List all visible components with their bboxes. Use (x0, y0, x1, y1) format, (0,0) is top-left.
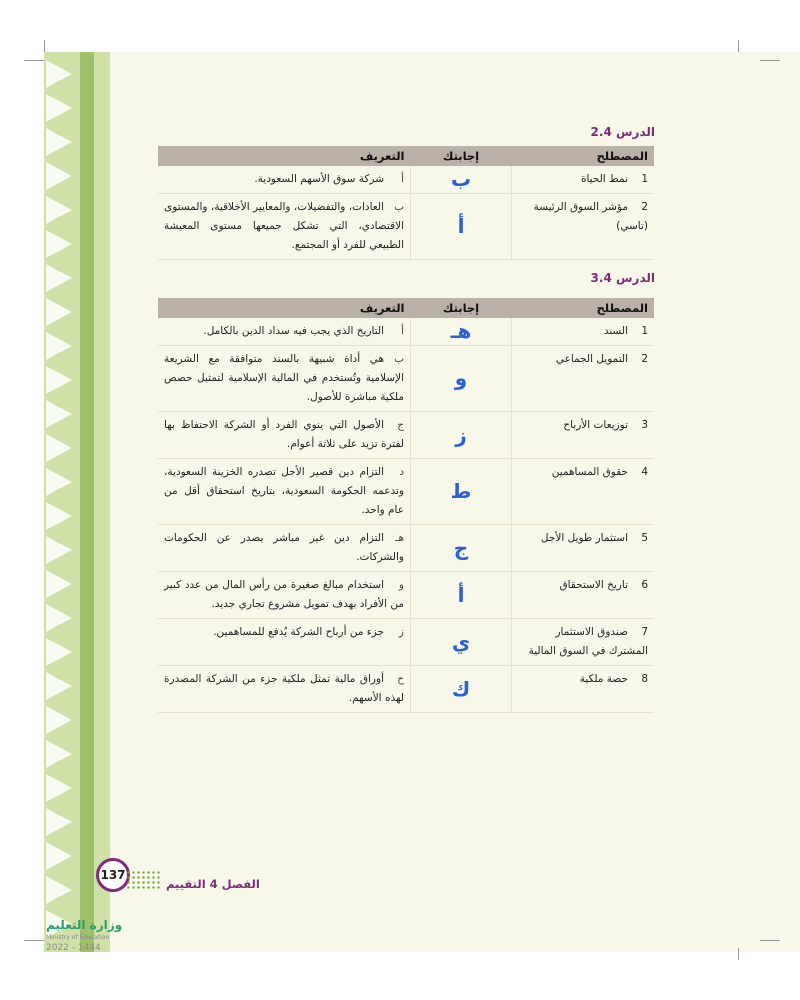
term-cell (512, 412, 655, 459)
chevron-shape (46, 876, 72, 904)
term-cell (512, 194, 655, 260)
term-cell (512, 459, 655, 525)
definition-letter: ح (397, 673, 404, 685)
column-header-definition: التعريف (158, 298, 411, 318)
term-text: صندوق الاستثمار المشترك في السوق المالية (528, 626, 648, 657)
answer-cell[interactable]: ج (411, 525, 512, 572)
chevron-shape (46, 842, 72, 870)
crop-mark (44, 40, 45, 52)
term-text: السند (603, 325, 628, 337)
answer-cell[interactable]: ب (411, 166, 512, 194)
chevron-shape (46, 570, 72, 598)
chevron-shape (46, 230, 72, 258)
table-row (158, 525, 654, 572)
terms-table-lesson-2-4 (158, 146, 654, 260)
term-number: 6 (641, 579, 648, 591)
answer-cell[interactable]: أ (411, 572, 512, 619)
definition-text: التزام دين غير مباشر يصدر عن الحكومات والشركات. (164, 532, 404, 563)
chevron-shape (46, 604, 72, 632)
table-row (158, 166, 654, 194)
dots-decoration (126, 870, 160, 890)
table-row (158, 412, 654, 459)
chevron-shape (46, 468, 72, 496)
definition-cell (158, 572, 411, 619)
definition-cell (158, 346, 411, 412)
crop-mark (24, 940, 44, 941)
term-number: 8 (641, 673, 648, 685)
chevron-shape (46, 434, 72, 462)
term-cell (512, 346, 655, 412)
column-header-definition: التعريف (158, 146, 411, 166)
definition-cell (158, 525, 411, 572)
lesson-title: الدرس 3.4 (590, 271, 655, 285)
chevron-shape (46, 366, 72, 394)
crop-mark (24, 60, 44, 61)
term-cell (512, 166, 655, 194)
term-cell (512, 666, 655, 713)
answer-cell[interactable]: ي (411, 619, 512, 666)
chevron-shape (46, 536, 72, 564)
definition-letter: د (399, 466, 404, 478)
crop-mark (760, 940, 780, 941)
term-cell (512, 572, 655, 619)
page-number: 137 (96, 858, 130, 892)
column-header-term: المصطلح (512, 298, 655, 318)
table-row (158, 572, 654, 619)
term-cell (512, 619, 655, 666)
term-cell (512, 525, 655, 572)
definition-letter: ب (394, 353, 404, 365)
table-row (158, 666, 654, 713)
lesson-title: الدرس 2.4 (590, 125, 655, 139)
term-text: استثمار طويل الأجل (540, 532, 628, 544)
definition-letter: ب (394, 201, 404, 213)
chevron-shape (46, 706, 72, 734)
chevron-shape (46, 264, 72, 292)
chevron-shape (46, 808, 72, 836)
term-cell (512, 318, 655, 346)
definition-cell (158, 166, 411, 194)
term-number: 7 (641, 626, 648, 638)
chevron-shape (46, 740, 72, 768)
chevron-shape (46, 298, 72, 326)
answer-cell[interactable]: ط (411, 459, 512, 525)
definition-text: التزام دين قصير الأجل تصدره الخزينة السعودية، وتدعمه الحكومة السعودية، بتاريخ استحقاق أقل من عام واحد. (164, 466, 404, 516)
term-text: التمويل الجماعي (555, 353, 628, 365)
definition-letter: أ (401, 173, 404, 185)
crop-mark (760, 60, 780, 61)
term-number: 1 (641, 325, 648, 337)
definition-letter: هـ (395, 532, 404, 544)
chevron-shape (46, 638, 72, 666)
term-text: تاريخ الاستحقاق (559, 579, 628, 591)
term-text: مؤشر السوق الرئيسة (تاسي) (533, 201, 648, 232)
definition-text: العادات، والتفضيلات، والمعايير الأخلاقية، والمستوى الاقتصادي، التي تشكل جميعها مستوى المعيشة الطبيعي للفرد أو المجتمع. (164, 201, 404, 251)
chevron-shape (46, 60, 72, 88)
definition-letter: ج (397, 419, 404, 431)
table-row (158, 459, 654, 525)
chevron-shape (46, 162, 72, 190)
definition-text: الأصول التي ينوي الفرد أو الشركة الاحتفاظ بها لفترة تزيد على ثلاثة أعوام. (164, 419, 404, 450)
term-number: 3 (641, 419, 648, 431)
answer-cell[interactable]: هـ (411, 318, 512, 346)
edition-year: 2022 - 1444 (46, 943, 101, 953)
definition-text: هي أداة شبيهة بالسند متوافقة مع الشريعة الإسلامية وتُستخدم في المالية الإسلامية لتمثيل حصص ملكية مباشرة للأصول. (164, 353, 404, 403)
chevron-shape (46, 196, 72, 224)
definition-text: أوراق مالية تمثل ملكية جزء من الشركة المصدرة لهذه الأسهم. (164, 673, 404, 704)
table-row (158, 619, 654, 666)
terms-table-lesson-3-4 (158, 298, 654, 713)
column-header-answer: إجابتك (411, 146, 512, 166)
term-number: 2 (641, 201, 648, 213)
term-text: نمط الحياة (580, 173, 628, 185)
chevron-shape (46, 400, 72, 428)
table-row (158, 346, 654, 412)
column-header-term: المصطلح (512, 146, 655, 166)
decorative-band-stripe (80, 52, 94, 952)
term-number: 4 (641, 466, 648, 478)
definition-text: التاريخ الذي يجب فيه سداد الدين بالكامل. (203, 325, 384, 337)
chevron-shape (46, 774, 72, 802)
definition-letter: ز (398, 626, 404, 638)
definition-cell (158, 318, 411, 346)
definition-letter: و (398, 579, 404, 591)
answer-cell[interactable]: ك (411, 666, 512, 713)
answer-cell[interactable]: ز (411, 412, 512, 459)
column-header-answer: إجابتك (411, 298, 512, 318)
definition-cell (158, 194, 411, 260)
crop-mark (738, 948, 739, 960)
answer-cell[interactable]: و (411, 346, 512, 412)
table-row (158, 318, 654, 346)
definition-cell (158, 412, 411, 459)
term-text: حقوق المساهمين (551, 466, 628, 478)
answer-cell[interactable]: أ (411, 194, 512, 260)
ministry-logo-subtitle: Ministry of Education (46, 934, 110, 941)
chevron-shape (46, 128, 72, 156)
term-number: 5 (641, 532, 648, 544)
chevron-shape (46, 502, 72, 530)
table-row (158, 194, 654, 260)
decorative-band (94, 52, 110, 952)
term-number: 2 (641, 353, 648, 365)
definition-cell (158, 459, 411, 525)
chevron-shape (46, 94, 72, 122)
definition-letter: أ (401, 325, 404, 337)
chevron-shape (46, 672, 72, 700)
definition-text: شركة سوق الأسهم السعودية. (254, 173, 384, 185)
chevron-shape (46, 332, 72, 360)
chapter-footer: الفصل 4 التقييم (166, 877, 260, 891)
crop-mark (738, 40, 739, 52)
definition-text: استخدام مبالغ صغيرة من رأس المال من عدد كبير من الأفراد بهدف تمويل مشروع تجاري جديد. (164, 579, 404, 610)
term-number: 1 (641, 173, 648, 185)
term-text: حصة ملكية (579, 673, 628, 685)
term-text: توزيعات الأرباح (563, 419, 628, 431)
ministry-logo-text: وزارة التعليم (46, 918, 123, 932)
definition-cell (158, 666, 411, 713)
definition-text: جزء من أرباح الشركة يُدفع للمساهمين. (213, 626, 384, 638)
definition-cell (158, 619, 411, 666)
